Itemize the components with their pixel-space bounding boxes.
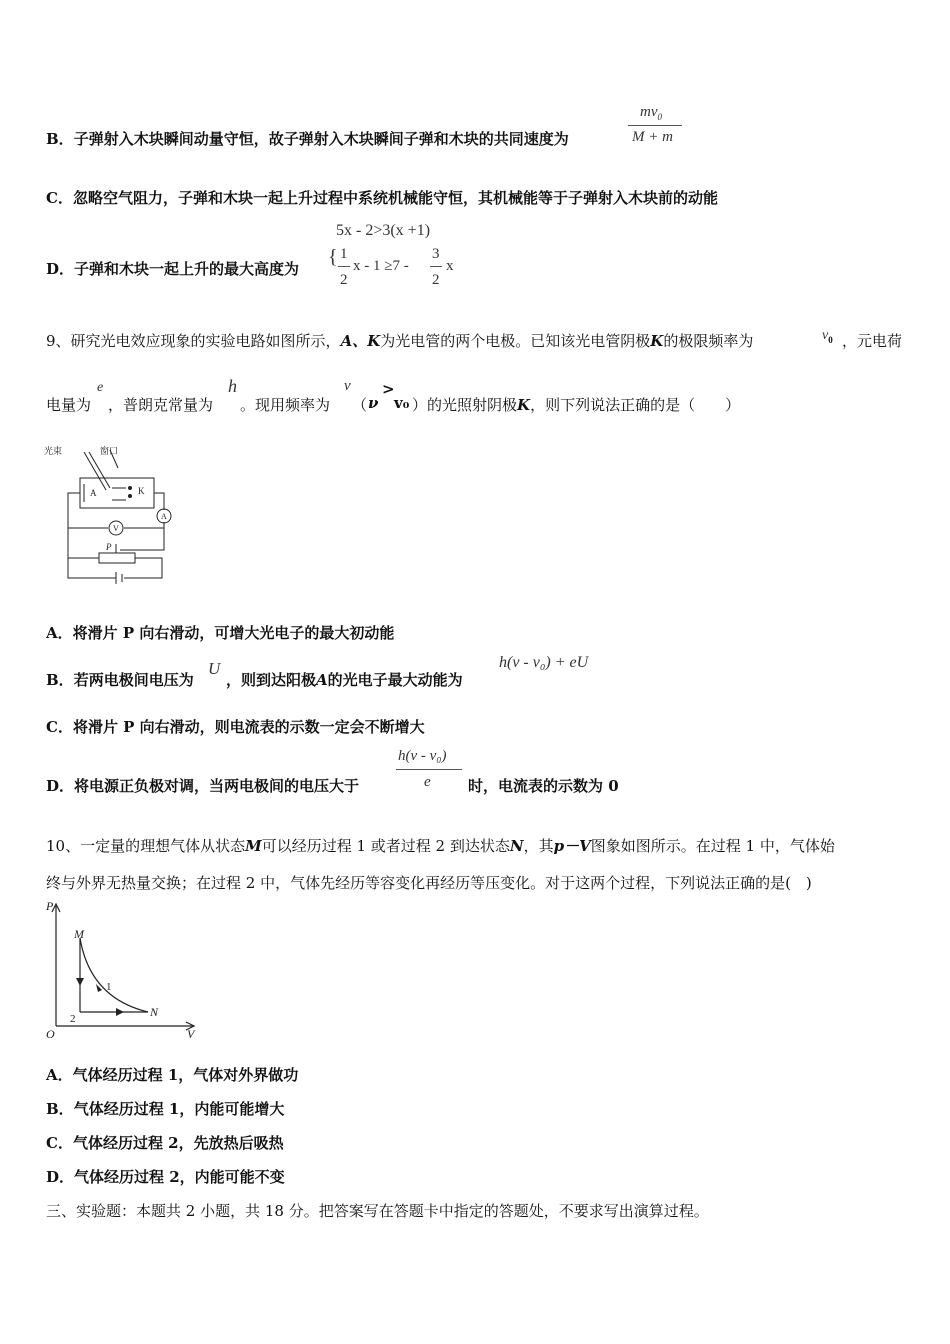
q10-option-c [46,1132,284,1153]
q8-d-half-num: 1 [340,246,348,262]
label-origin: O [46,1027,55,1040]
option-text: 气体经历过程 1，内能可能增大 [73,1100,285,1118]
q9-nu2 [368,394,378,412]
nu-symbol: ν [368,394,379,412]
pv-label: p－V [553,837,591,855]
electron-dot [128,494,132,498]
q9-stem-line2-c: 。现用频率为 [240,396,331,414]
option-text: 将滑片 P 向右滑动，则电流表的示数一定会不断增大 [72,718,425,736]
wire [120,522,164,550]
option-label: C． [46,1134,73,1152]
state-m: M [245,837,262,855]
wire [154,493,164,510]
q9-nu0 [822,328,833,345]
option-label: A． [46,624,73,642]
option-text: 忽略空气阻力，子弹和木块一起上升过程中系统机械能守恒，其机械能等于子弹射入木块前的动能 [72,189,718,207]
q8-d-three-num: 3 [432,246,440,262]
q9-paren-open: （ [352,396,368,414]
light-beam-line [89,452,110,488]
label-voltmeter: V [113,524,119,533]
q9-b-expression: h(ν - ν₀) + eU [499,654,589,671]
process-2-arrow-down [76,978,84,986]
q9-option-d [46,775,359,796]
option-label: B． [46,1100,74,1118]
q8-d-three-bar [430,266,442,267]
label-window: 窗口 [100,446,119,456]
light-beam-line [84,452,106,490]
q9-d-fraction-numerator: h(ν - ν₀) [398,748,447,764]
q8-b-fraction-denominator: M + m [632,129,673,145]
stem-text: 可以经历过程 1 或者过程 2 到达状态 [261,837,510,855]
option-text: 子弹和木块一起上升的最大高度为 [74,260,300,278]
q10-pv-diagram [44,898,200,1040]
option-text: 将电源正负极对调，当两电极间的电压大于 [74,777,360,795]
label-state-m: M [74,927,84,941]
stem-text: 、研究光电效应现象的实验电路如图所示， [55,332,341,350]
stem-text: ，则下列说法正确的是（ ） [530,396,741,414]
label-process-2: 2 [70,1013,76,1025]
wire [68,493,108,528]
q9-v0: v₀ [394,394,410,412]
q8-d-brace: { [328,246,338,268]
q9-stem-line1-tail: ，元电荷 [842,332,903,350]
anode-a: A [316,671,328,689]
stem-text: 为光电管的两个电极。已知该光电管阴极 [380,332,651,350]
q9-gt: > [382,380,395,398]
q8-d-inequality-line1: 5x - 2>3(x +1) [336,222,431,239]
process-1-curve [80,938,148,1012]
label-slider: P [106,542,112,552]
option-text: 气体经历过程 2，先放热后吸热 [72,1134,284,1152]
q10-stem-line1 [46,835,835,856]
q9-circuit-diagram [44,440,184,590]
subscript: 0 [828,334,833,345]
q8-d-half-bar [338,266,350,267]
option-label: A． [46,1066,73,1084]
q8-option-c [46,187,718,208]
nu-symbol: ν [822,328,829,343]
cathode-k: K [517,396,531,414]
label-v-axis: V [187,1027,195,1040]
option-label: B． [46,671,74,689]
q8-d-half-den: 2 [340,272,348,288]
q8-d-line2-mid: x - 1 ≥7 - [353,258,409,274]
option-text: 气体经历过程 1，气体对外界做功 [72,1066,299,1084]
q9-option-d-tail: 时，电流表的示数为 0 [468,777,619,795]
option-text: 的光电子最大动能为 [327,671,463,689]
wire [68,558,116,578]
q9-e-symbol: e [97,380,104,395]
q9-h-symbol: h [228,376,237,396]
option-label: D． [46,260,75,278]
option-label: C． [46,718,73,736]
q8-option-d [46,258,299,279]
cathode-k: K [650,332,664,350]
q8-b-fraction-numerator [640,104,662,122]
stem-text: 图象如图所示。在过程 1 中，气体始 [590,837,835,855]
q8-b-fraction-bar [628,125,682,126]
q9-d-fraction-bar [396,769,462,770]
wire [124,558,162,578]
stem-text: 的极限频率为 [663,332,754,350]
question-number: 9 [46,332,56,350]
electron-dot [128,486,132,490]
q9-option-a [46,622,394,643]
option-label: C． [46,189,73,207]
label-light-beam: 光束 [44,446,63,456]
option-text: 子弹射入木块瞬间动量守恒，故子弹射入木块瞬间子弹和木块的共同速度为 [73,130,569,148]
q9-stem-line2-b: ，普朗克常量为 [108,396,214,414]
process-2-arrow-right [116,1008,124,1016]
q10-stem-line2: 终与外界无热量交换；在过程 2 中，气体先经历等容变化再经历等压变化。对于这两个过程，下列说法正确的是( ) [46,874,812,892]
q9-option-c [46,716,425,737]
section-3-heading: 三、实验题：本题共 2 小题，共 18 分。把答案写在答题卡中指定的答题处，不要求写出演算过程。 [46,1202,709,1220]
q9-b-u-symbol: U [208,659,221,678]
q9-d-fraction-denominator: e [424,774,431,790]
stem-text: ，其 [523,837,554,855]
q9-option-b [46,669,194,690]
option-label: B． [46,130,74,148]
q9-stem-line1 [46,330,753,351]
q9-stem-line2-a: 电量为 [46,396,92,414]
option-text: 若两电极间电压为 [73,671,194,689]
option-text: 气体经历过程 2，内能可能不变 [74,1168,285,1186]
label-process-1: 1 [106,981,112,993]
q9-option-b-tail [226,669,463,690]
q8-d-three-den: 2 [432,272,440,288]
label-p-axis: P [46,899,54,913]
state-n: N [509,837,524,855]
q9-stem-line2-d [412,394,740,415]
label-ammeter: A [161,512,167,521]
label-state-n: N [150,1005,159,1019]
option-label: D． [46,1168,75,1186]
q8-option-b [46,128,569,149]
option-label: D． [46,777,75,795]
q9-nu-symbol: ν [344,378,351,394]
q10-option-d [46,1166,285,1187]
rheostat [99,553,135,563]
numerator: mv [640,104,658,120]
option-text: ，则到达阳极 [226,671,317,689]
label-cathode: K [138,486,145,496]
q10-option-b [46,1098,284,1119]
wire [68,528,99,558]
option-text: 将滑片 P 向右滑动，可增大光电子的最大初动能 [72,624,395,642]
label-anode: A [90,488,97,498]
stem-text: 10、一定量的理想气体从状态 [46,837,246,855]
q8-d-line2-end: x [446,258,454,274]
q10-option-a [46,1064,298,1085]
electrodes-ak: A、K [340,332,381,350]
stem-text: ）的光照射阴极 [412,396,518,414]
subscript: 0 [657,112,662,122]
